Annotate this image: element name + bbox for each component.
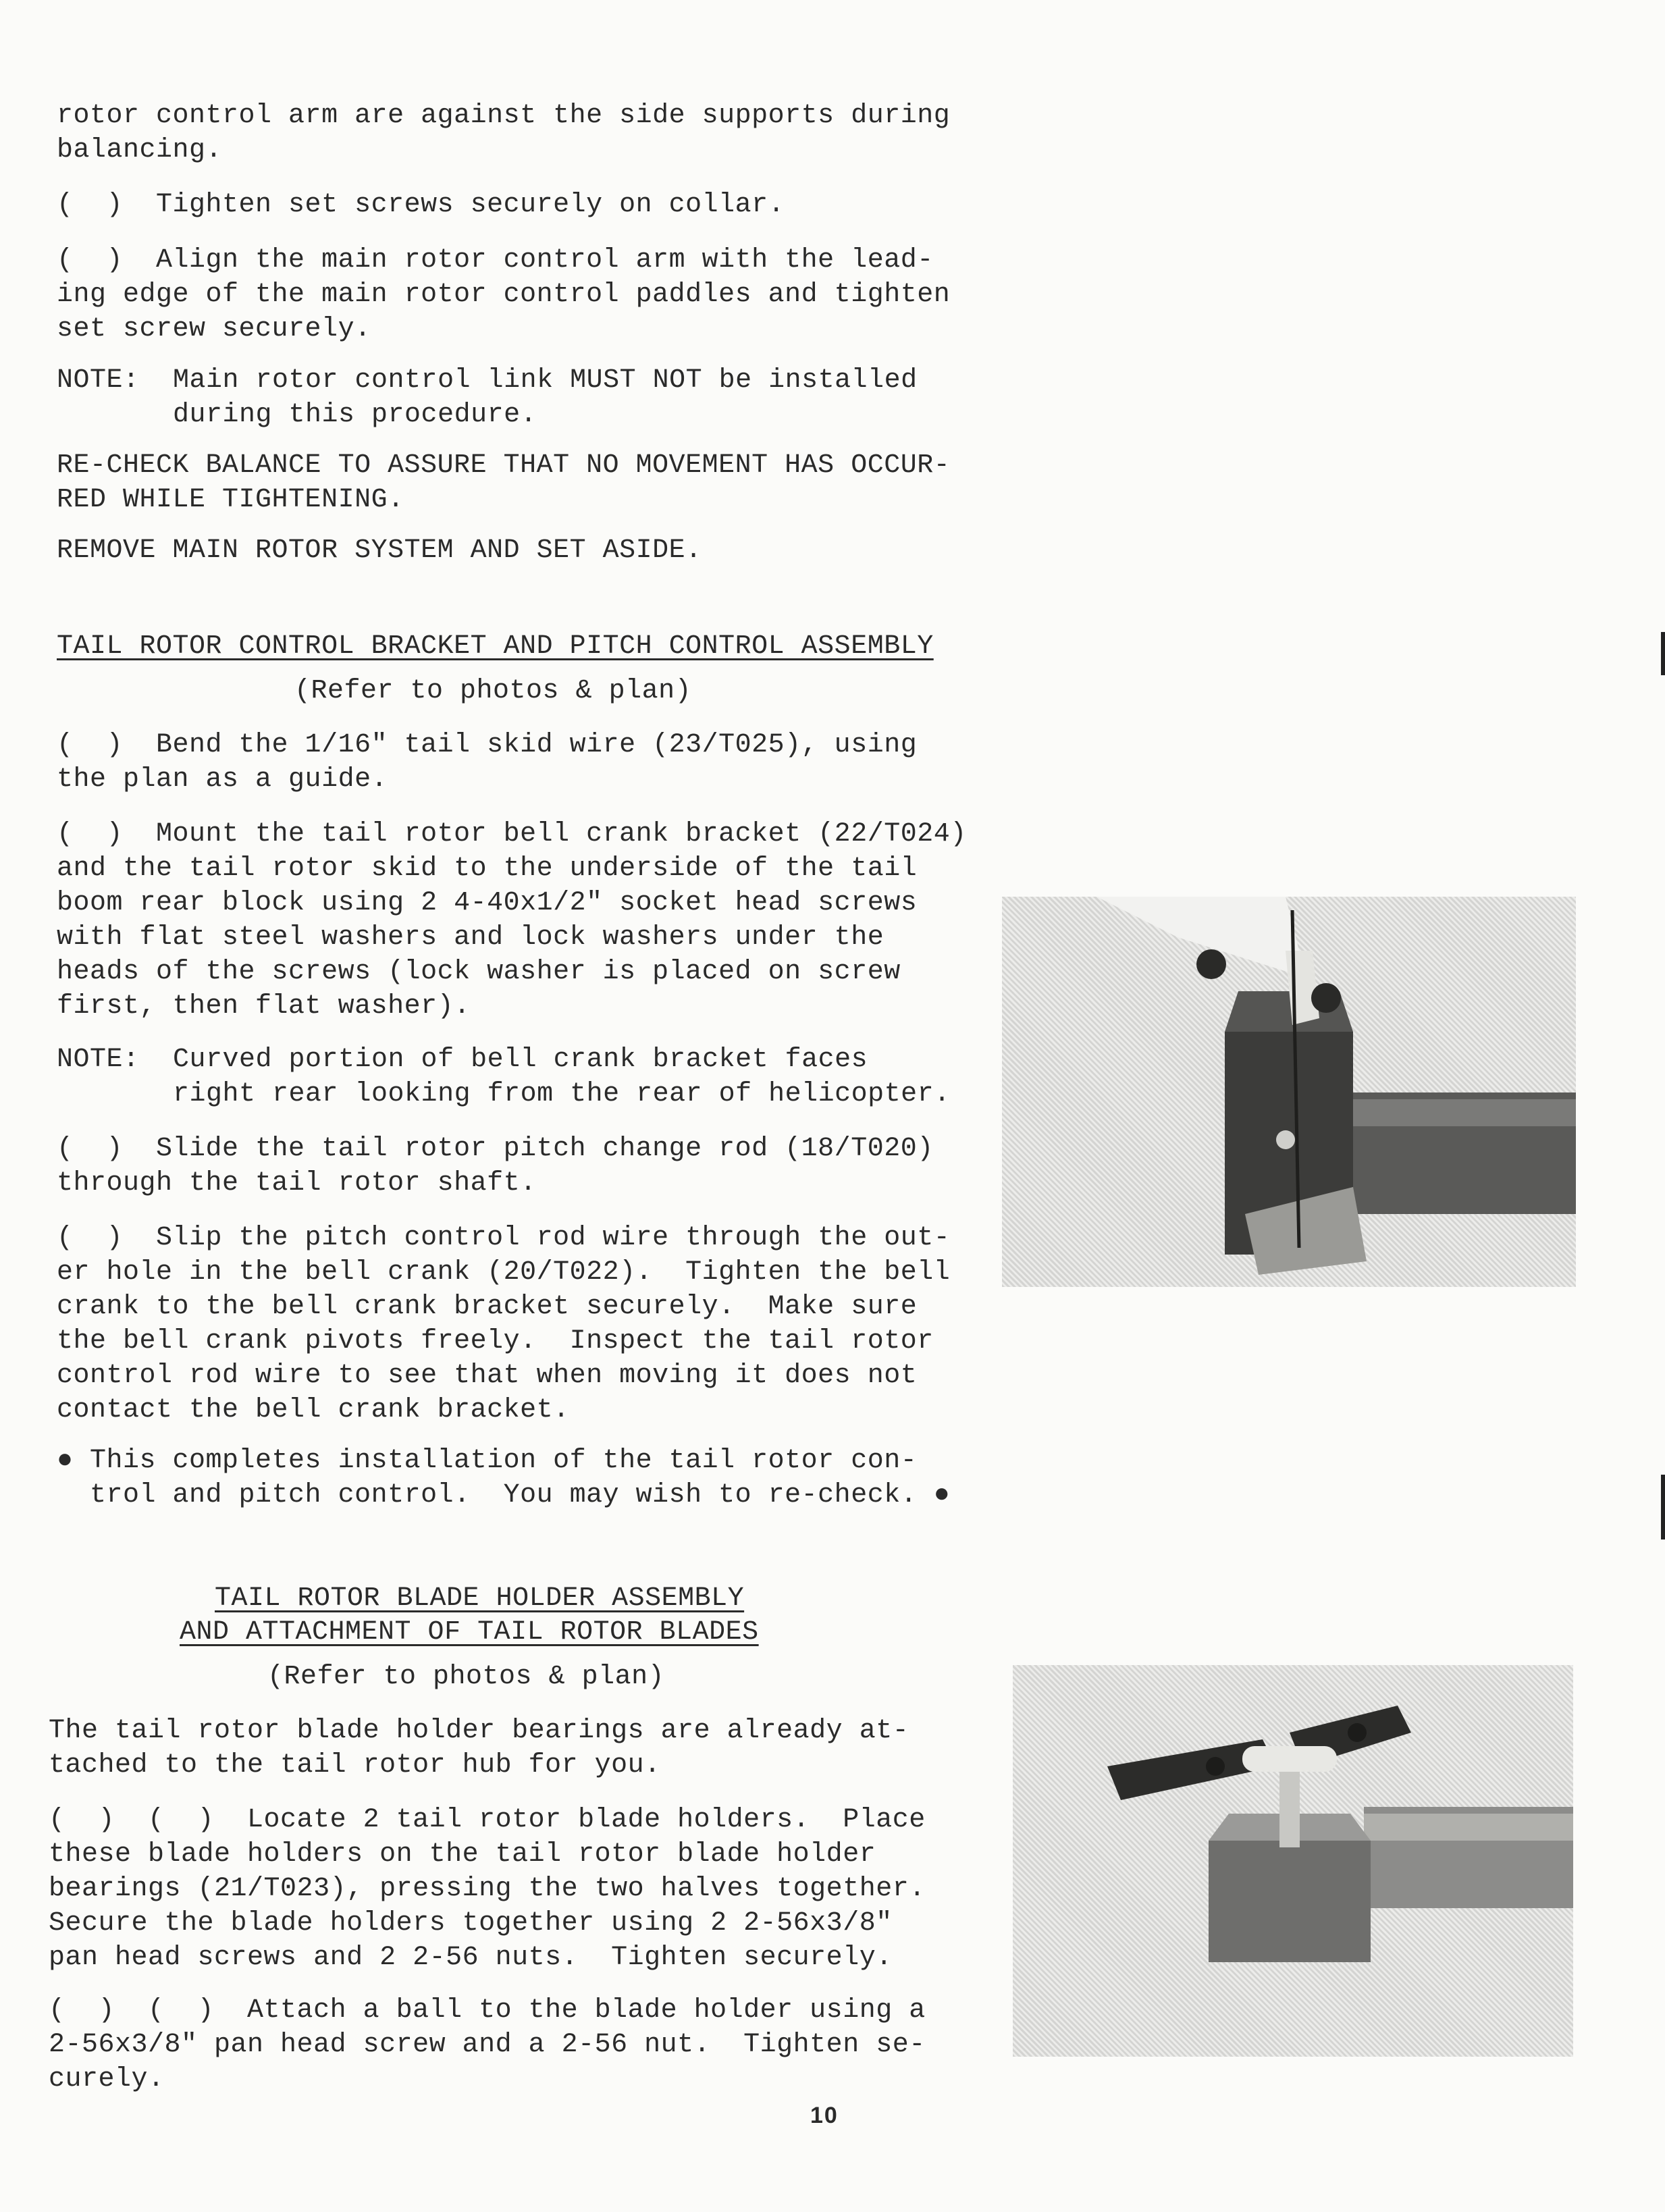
note-label-2: NOTE: bbox=[57, 1045, 140, 1075]
section-heading-blade-holder: TAIL ROTOR BLADE HOLDER ASSEMBLY bbox=[215, 1583, 745, 1614]
page-number: 10 bbox=[810, 2103, 839, 2128]
section-heading-blade-attachment: AND ATTACHMENT OF TAIL ROTOR BLADES bbox=[180, 1617, 759, 1648]
step-bend-skid-wire: ( ) Bend the 1/16" tail skid wire (23/T025), using the plan as a guide. bbox=[57, 730, 918, 795]
step-slide-pitch-rod: ( ) Slide the tail rotor pitch change rod (18/T020) through the tail rotor shaft. bbox=[57, 1134, 934, 1199]
scan-edge-mark bbox=[1661, 632, 1665, 675]
note-bell-crank: Curved portion of bell crank bracket faces right rear looking from the rear of helicopter. bbox=[173, 1045, 951, 1109]
recheck-balance-text: RE-CHECK BALANCE TO ASSURE THAT NO MOVEMENT HAS OCCUR- RED WHILE TIGHTENING. bbox=[57, 450, 951, 515]
step-slip-control-wire: ( ) Slip the pitch control rod wire through the out- er hole in the bell crank (20/T022). Tighten the bell crank to the bell crank bracket securely. Make sure the bell crank pivots freely. Inspect the tail rotor control rod wire to see that when moving it does not contact the bell crank bracket. bbox=[57, 1223, 951, 1425]
section-subheading-refer-2: (Refer to photos & plan) bbox=[267, 1662, 665, 1692]
bell-crank-illustration bbox=[1002, 897, 1576, 1287]
note-label: NOTE: bbox=[57, 365, 140, 396]
scan-edge-mark-2 bbox=[1661, 1475, 1665, 1539]
section-heading-tail-rotor-control: TAIL ROTOR CONTROL BRACKET AND PITCH CONTROL ASSEMBLY bbox=[57, 631, 934, 662]
section-subheading-refer: (Refer to photos & plan) bbox=[294, 676, 692, 706]
blade-holder-illustration bbox=[1013, 1665, 1573, 2057]
note-control-link: Main rotor control link MUST NOT be installed during this procedure. bbox=[173, 365, 918, 430]
paragraph-balancing: rotor control arm are against the side supports during balancing. bbox=[57, 101, 951, 165]
step-tighten-collar: ( ) Tighten set screws securely on collar. bbox=[57, 190, 785, 220]
step-attach-ball: ( ) ( ) Attach a ball to the blade holder using a 2-56x3/8" pan head screw and a 2-56 nut. Tighten se- curely. bbox=[49, 1995, 926, 2095]
photo-blade-holder bbox=[1013, 1665, 1573, 2057]
completion-note: ● This completes installation of the tail rotor con- trol and pitch control. You may wish to re-check. ● bbox=[57, 1446, 951, 1510]
step-mount-bracket: ( ) Mount the tail rotor bell crank bracket (22/T024) and the tail rotor skid to the underside of the tail boom rear block using 2 4-40x1/2" socket head screws with flat steel washers and lock washers under the heads of the screws (lock washer is placed on screw first, then flat washer). bbox=[57, 819, 967, 1022]
step-align-control-arm: ( ) Align the main rotor control arm with the lead- ing edge of the main rotor control paddles and tighten set screw securely. bbox=[57, 245, 951, 344]
paragraph-bearings: The tail rotor blade holder bearings are already at- tached to the tail rotor hub for you. bbox=[49, 1716, 909, 1781]
photo-bell-crank-bracket bbox=[1002, 897, 1576, 1287]
step-locate-blade-holders: ( ) ( ) Locate 2 tail rotor blade holders. Place these blade holders on the tail rotor blade holder bearings (21/T023), pressing the two halves together. Secure the blade holders together using 2 2-56x3/8" pan head screws and 2 2-56 nuts. Tighten securely. bbox=[49, 1805, 926, 1973]
remove-rotor-text: REMOVE MAIN ROTOR SYSTEM AND SET ASIDE. bbox=[57, 535, 702, 566]
